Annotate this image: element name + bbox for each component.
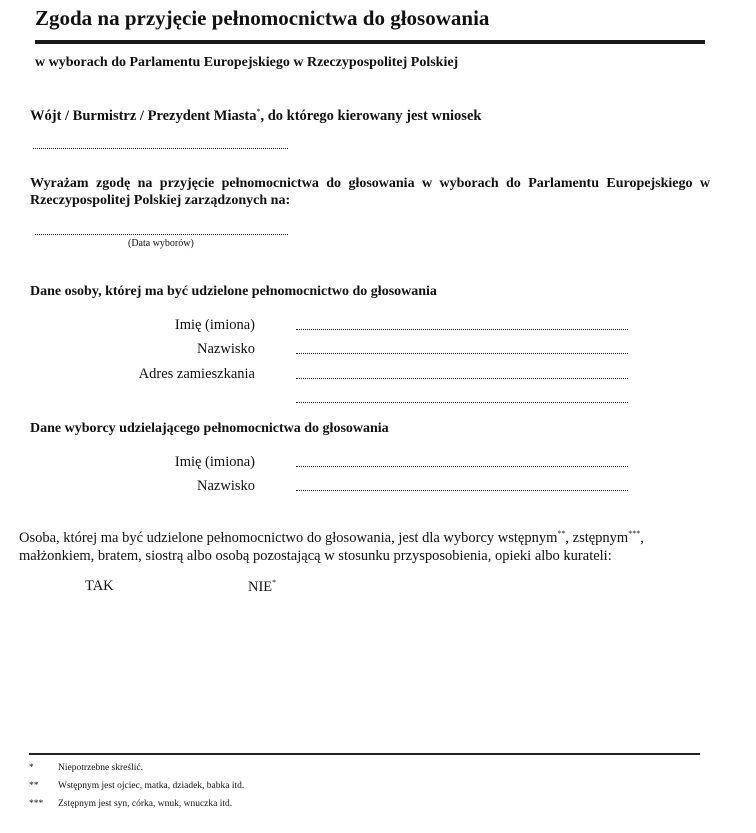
proxy-first-name-field[interactable] <box>296 321 628 330</box>
footnote-mark: ** <box>29 781 39 791</box>
footnote-item <box>29 763 143 773</box>
addressee-label-text: Wójt / Burmistrz / Prezydent Miasta <box>30 107 257 124</box>
proxy-address-label: Adres zamieszkania <box>138 366 255 382</box>
proxy-address-field-line2[interactable] <box>296 394 628 403</box>
footnote-text: Niepotrzebne skreślić. <box>58 763 143 773</box>
relation-text-2: , zstępnym <box>565 529 629 546</box>
addressee-label-rest: , do którego kierowany jest wniosek <box>260 107 482 124</box>
election-date-caption: (Data wyborów) <box>128 238 194 249</box>
voter-first-name-field[interactable] <box>296 458 628 467</box>
relation-text-3: , małżonkiem, bratem, siostrą albo osobą pozostającą w stosunku przysposobienia, opieki albo kurateli: <box>19 529 644 564</box>
proxy-address-field[interactable] <box>296 370 628 379</box>
footnote-mark: *** <box>628 529 641 538</box>
option-no-label: NIE <box>248 578 273 595</box>
relation-statement <box>19 525 719 565</box>
voter-first-name-label: Imię (imiona) <box>174 454 255 470</box>
footnote-item <box>29 799 232 809</box>
option-no[interactable] <box>248 578 276 596</box>
voter-last-name-label: Nazwisko <box>197 478 255 494</box>
footnote-mark: *** <box>29 799 44 809</box>
voter-last-name-field[interactable] <box>296 482 628 491</box>
voter-section-heading: Dane wyborcy udzielającego pełnomocnictwa do głosowania <box>30 421 389 436</box>
proxy-first-name-label: Imię (imiona) <box>174 317 255 333</box>
consent-statement: Wyrażam zgodę na przyjęcie pełnomocnictwa do głosowania w wyborach do Parlamentu Europejskiego w Rzeczypospolitej Polskiej zarządzonych na: <box>30 176 710 208</box>
addressee-label <box>30 107 481 125</box>
footnote-mark: ** <box>557 529 566 538</box>
election-date-field[interactable] <box>35 226 288 235</box>
proxy-section-heading: Dane osoby, której ma być udzielone pełnomocnictwo do głosowania <box>30 284 437 299</box>
footnote-text: Zstępnym jest syn, córka, wnuk, wnuczka itd. <box>58 799 233 809</box>
addressee-field[interactable] <box>33 140 288 149</box>
footnote-divider <box>29 753 700 755</box>
page-title: Zgoda na przyjęcie pełnomocnictwa do głosowania <box>35 6 490 30</box>
footnote-mark: * <box>29 763 34 773</box>
proxy-last-name-label: Nazwisko <box>197 341 255 357</box>
page-subtitle: w wyborach do Parlamentu Europejskiego w Rzeczypospolitej Polskiej <box>35 55 459 70</box>
relation-text-1: Osoba, której ma być udzielone pełnomocnictwo do głosowania, jest dla wyborcy wstępnym <box>19 529 558 546</box>
footnote-mark: * <box>256 107 261 116</box>
footnote-item <box>29 781 244 791</box>
title-underline <box>35 40 705 44</box>
option-yes[interactable]: TAK <box>85 578 114 594</box>
footnote-mark: * <box>272 578 277 587</box>
proxy-last-name-field[interactable] <box>296 345 628 354</box>
footnote-text: Wstępnym jest ojciec, matka, dziadek, babka itd. <box>58 781 245 791</box>
